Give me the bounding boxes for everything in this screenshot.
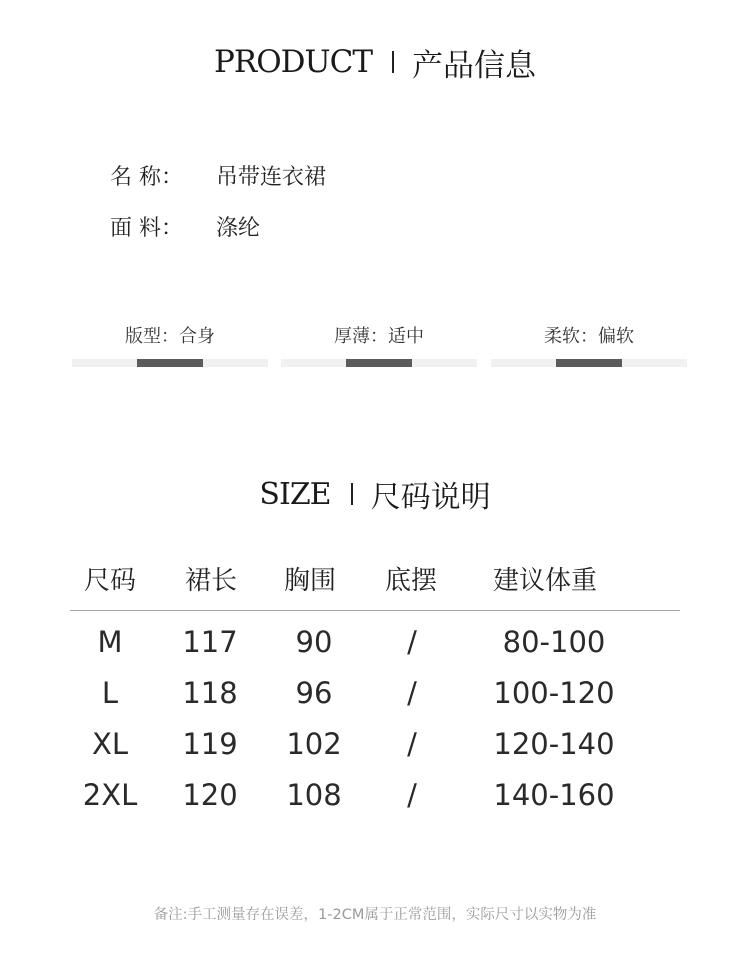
col-header-bust: 胸围 [284,566,337,596]
attr-softness-label: 柔软： [544,326,598,347]
table-cell: 120 [182,778,238,812]
attr-thickness-text [281,324,477,350]
attr-softness-indicator [556,359,622,367]
attr-fit-label: 版型： [125,326,179,347]
product-header-cn: 产品信息 [412,47,536,84]
table-cell: XL [91,727,129,761]
size-header-cn: 尺码说明 [370,480,491,515]
table-cell: 90 [295,625,333,659]
table-cell: 102 [286,727,342,761]
size-header-en: SIZE [259,476,331,512]
product-section-header [0,40,750,84]
table-cell: 80-100 [502,625,606,659]
attr-thickness-scale [281,359,477,367]
attr-thickness [281,324,477,367]
table-cell: 96 [295,676,333,710]
header-separator [351,483,353,505]
attr-fit-indicator [137,359,203,367]
info-row-fabric [110,211,260,241]
col-header-hem: 底摆 [385,566,438,596]
table-cell: 108 [286,778,342,812]
col-header-size: 尺码 [84,566,137,596]
info-row-name [110,160,326,190]
table-cell: / [407,727,417,761]
attr-thickness-indicator [346,359,412,367]
table-cell: 117 [182,625,238,659]
table-header-divider [70,610,680,611]
table-cell: M [97,625,123,659]
info-value-fabric: 涤纶 [216,215,261,241]
attr-softness-scale [491,359,687,367]
table-cell: / [407,676,417,710]
table-cell: 100-120 [493,676,615,710]
table-cell: 118 [182,676,238,710]
measurement-note: 备注:手工测量存在误差，1-2CM属于正常范围，实际尺寸以实物为准 [153,907,597,923]
info-label-fabric: 面 料： [110,215,183,241]
table-cell: L [101,676,119,710]
attr-fit-text [72,324,268,350]
table-cell: / [407,778,417,812]
header-separator [392,51,394,73]
size-section-header [0,472,750,516]
col-header-length: 裙长 [185,566,238,596]
info-label-name: 名 称： [110,164,183,190]
attr-fit-scale [72,359,268,367]
table-cell: 119 [182,727,238,761]
attr-fit [72,324,268,367]
table-cell: 120-140 [493,727,615,761]
col-header-weight: 建议体重 [493,566,598,596]
table-cell: 140-160 [493,778,615,812]
info-value-name: 吊带连衣裙 [216,164,327,190]
attr-fit-value: 合身 [179,326,215,347]
attr-softness-text [491,324,687,350]
attr-softness-value: 偏软 [598,326,634,347]
table-cell: / [407,625,417,659]
product-header-en: PRODUCT [214,44,372,80]
attr-thickness-value: 适中 [388,326,424,347]
attr-softness [491,324,687,367]
table-cell: 2XL [82,778,138,812]
attr-thickness-label: 厚薄： [334,326,388,347]
